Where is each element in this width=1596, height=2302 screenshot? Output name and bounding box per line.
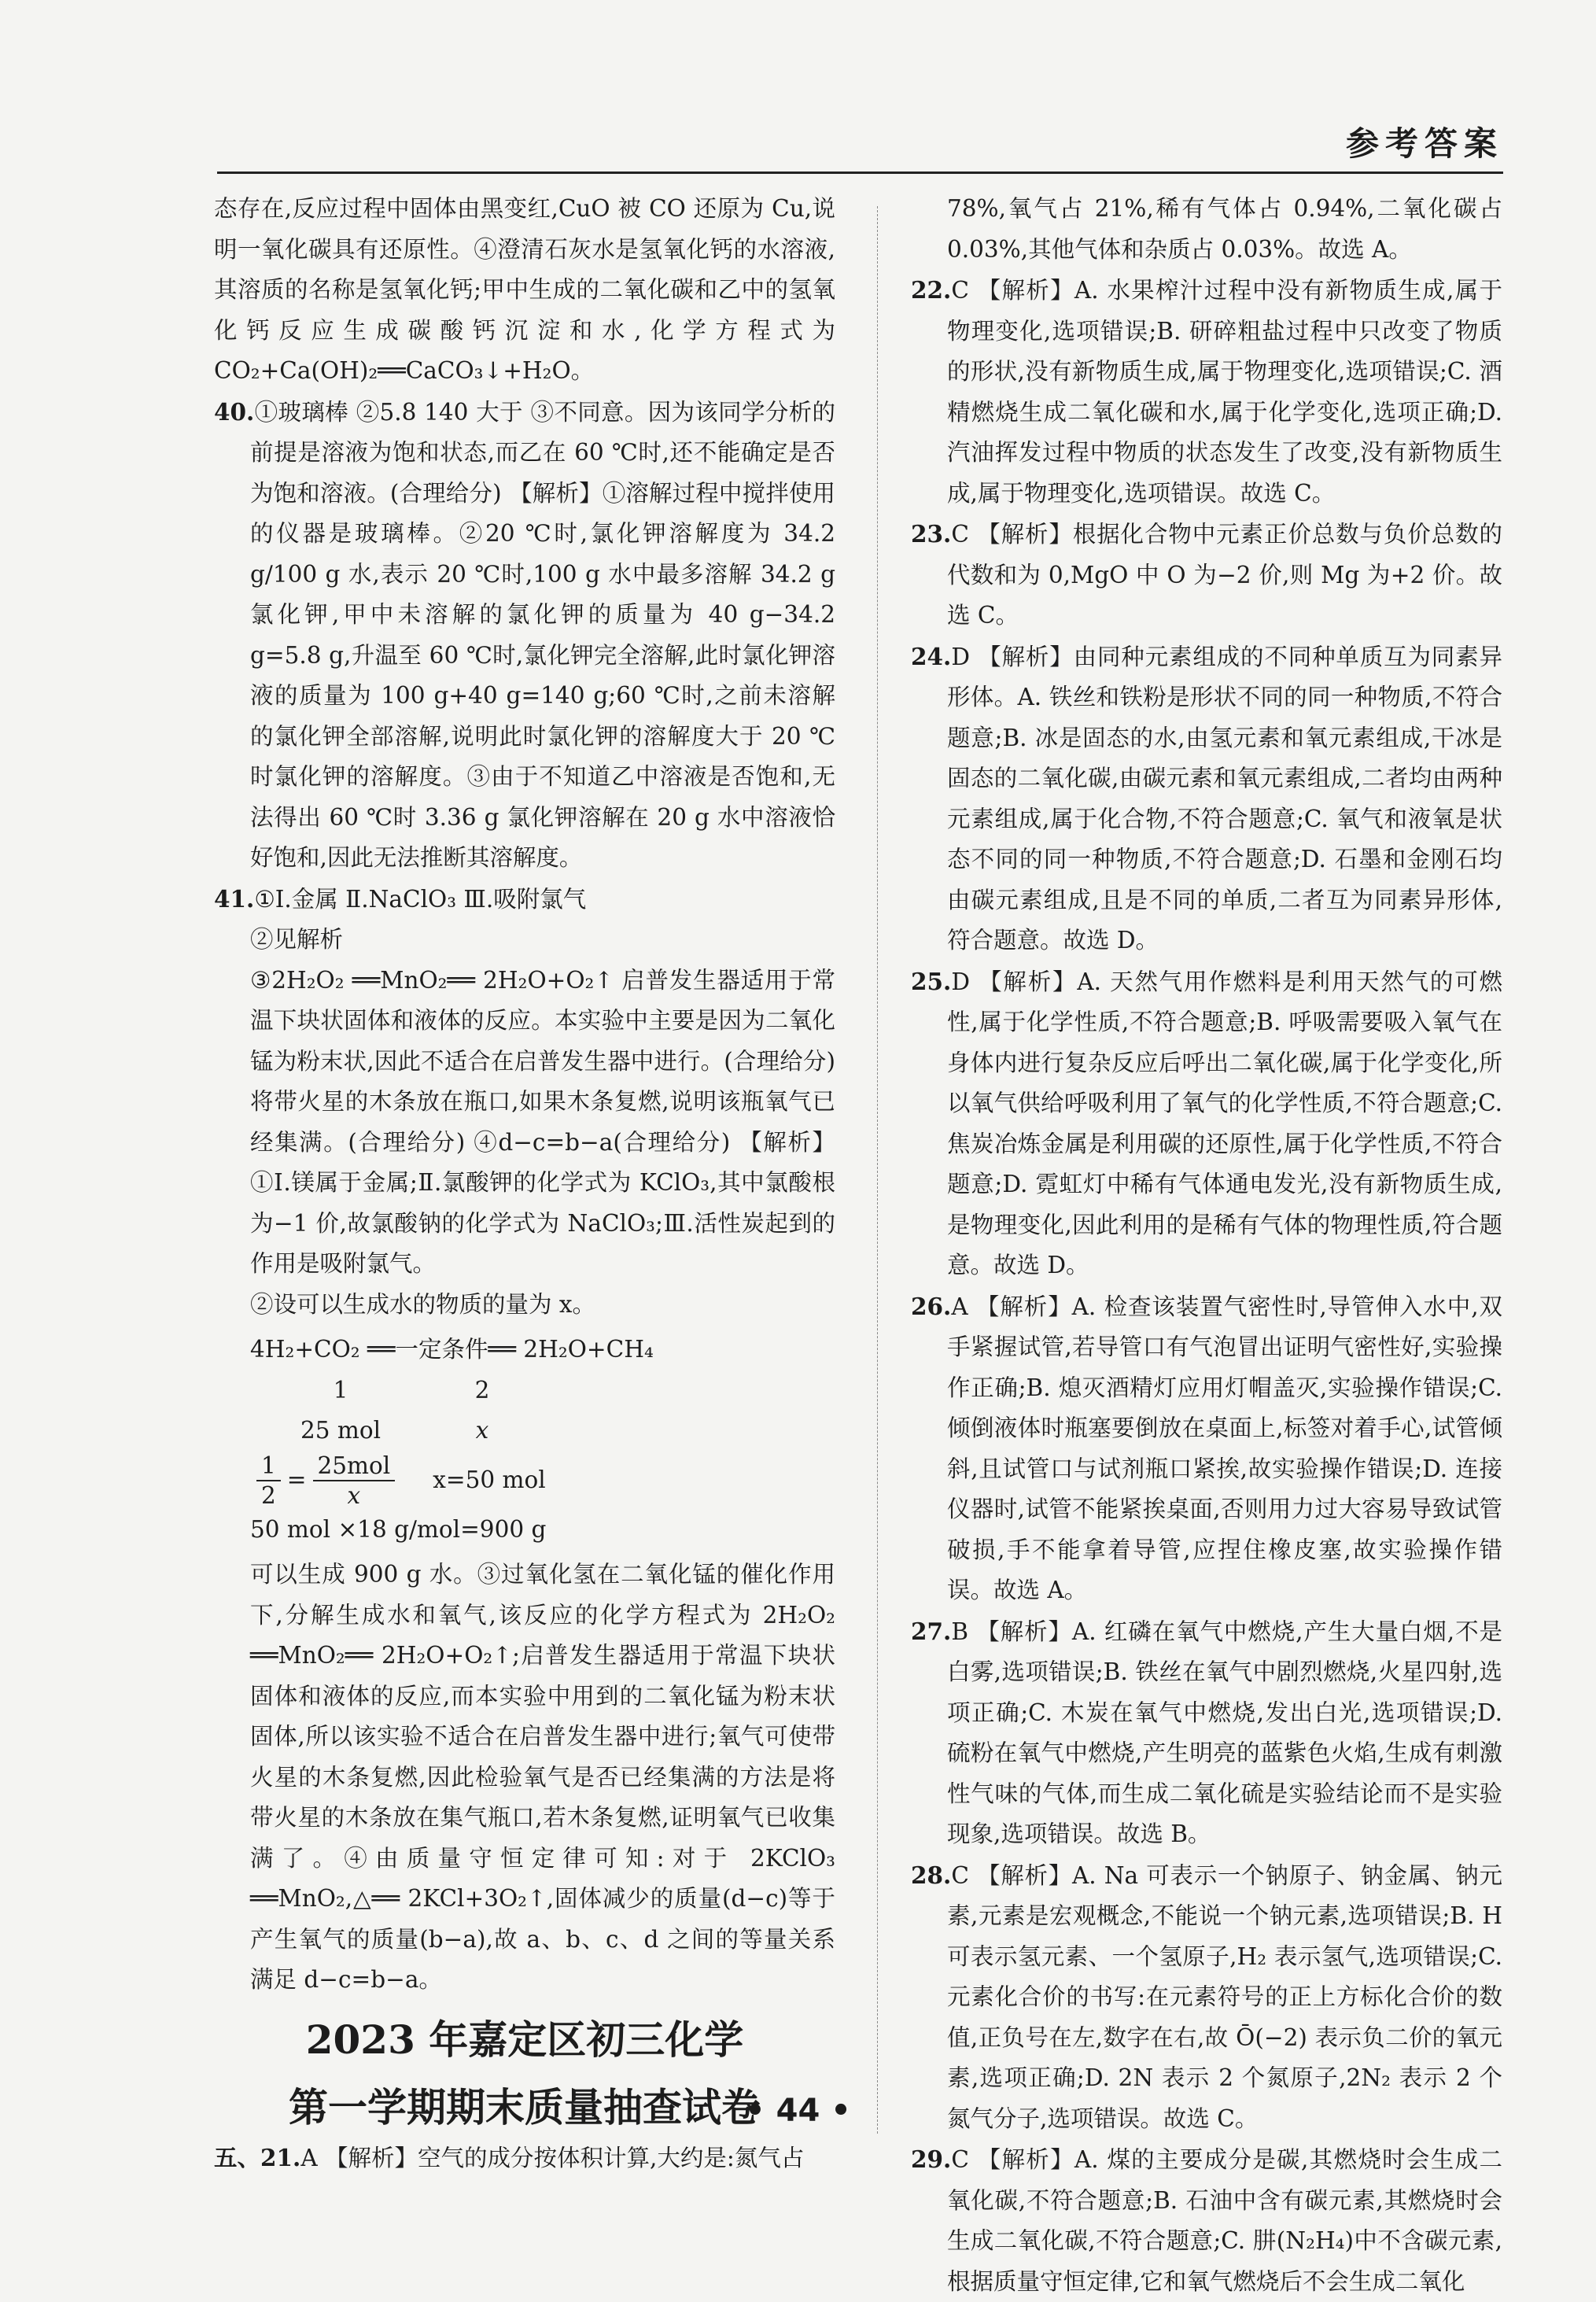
answer-41 [214,879,835,920]
question-number: 41. [214,884,255,913]
right-column [911,189,1502,2302]
chemical-equation: 4H₂+CO₂ ══一定条件══ 2H₂O+CH₄ [250,1336,654,1363]
header-rule [217,172,1503,174]
question-number: 25. [911,967,952,995]
answer-41-line2: ②见解析 [250,926,344,953]
answer-text: D 【解析】A. 天然气用作燃料是利用天然气的可燃性,属于化学性质,不符合题意;B. 呼吸需要吸入氧气在身体内进行复杂反应后呼出二氧化碳,属于化学变化,所以氧气供给呼吸利用了氧气的化学性质,不符合题意;C. 焦炭冶炼金属是利用碳的还原性,属于化学性质,不符合题意;D. 霓虹灯中稀有气体通电发光,没有新物质生成,是物理变化,因此利用的是稀有气体的物理性质,符合题意。故选 D。 [947,968,1502,1278]
fraction-left [256,1452,281,1510]
fraction-denominator: x [347,1481,361,1509]
answer-text: C 【解析】根据化合物中元素正价总数与负价总数的代数和为 0,MgO 中 O 为−2 价,则 Mg 为+2 价。故选 C。 [947,521,1502,629]
question-number: 26. [911,1292,952,1320]
column-divider [877,206,878,2134]
proportion-line [250,1452,835,1510]
answer-21 [214,2138,835,2179]
question-number: 40. [214,397,255,426]
question-number: 五、21. [214,2143,301,2171]
answer-list [911,270,1502,2302]
question-number: 27. [911,1617,952,1645]
question-number: 29. [911,2145,952,2173]
question-number: 28. [911,1861,952,1889]
answer-41-text: ③2H₂O₂ ══MnO₂══ 2H₂O+O₂↑ 启普发生器适用于常温下块状固体和液体的反应。本实验中主要是因为二氧化锰为粉末状,因此不适合在启普发生器中进行。(合理给分) 将带火星的木条放在瓶口,如果木条复燃,说明该瓶氧气已经集满。(合理给分) ④d−c=b−a(合理给分) 【解析】①Ⅰ.镁属于金属;Ⅱ.氯酸钾的化学式为 KClO₃,其中氯酸根为−1 价,故氯酸钠的化学式为 NaClO₃;Ⅲ.活性炭起到的作用是吸附氯气。 [250,966,835,1277]
equation-block [214,1330,835,1550]
answer-item [911,636,1502,961]
fraction-result: x=50 mol [433,1466,546,1493]
answer-text: A 【解析】A. 检查该装置气密性时,导管伸入水中,双手紧握试管,若导管口有气泡冒出证明气密性好,实验操作正确;B. 熄灭酒精灯应用灯帽盖灭,实验操作错误;C. 倾倒液体时瓶塞要倒放在桌面上,标签对着手心,试管倾斜,且试管口与试剂瓶口紧挨,故实验操作错误;D. 连接仪器时,试管不能紧挨桌面,否则用力过大容易导致试管破损,手不能拿着导管,应捏住橡皮塞,故实验操作错误。故选 A。 [947,1293,1502,1603]
page-header-title: 参考答案 [1345,124,1503,163]
equation-values [250,1411,835,1452]
section-title-line-1: 2023 年嘉定区初三化学 [305,2016,744,2063]
answer-item [911,2139,1502,2302]
answer-item [911,270,1502,514]
answer-text: C 【解析】A. 水果榨汁过程中没有新物质生成,属于物理变化,选项错误;B. 研碎粗盐过程中只改变了物质的形状,没有新物质生成,属于物理变化,选项错误;C. 酒精燃烧生成二氧化碳和水,属于化学变化,选项正确;D. 汽油挥发过程中物质的状态发生了改变,没有新物质生成,属于物理变化,选项错误。故选 C。 [947,277,1502,507]
equals-sign: = [286,1466,307,1493]
fraction-numerator: 25mol [313,1452,396,1481]
answer-text: B 【解析】A. 红磷在氧气中燃烧,产生大量白烟,不是白雾,选项错误;B. 铁丝在氧气中剧烈燃烧,火星四射,选项正确;C. 木炭在氧气中燃烧,发出白光,选项错误;D. 硫粉在氧气中燃烧,产生明亮的蓝紫色火焰,生成有刺激性气味的气体,而生成二氧化硫是实验结论而不是实验现象,选项错误。故选 B。 [947,1618,1502,1847]
answer-item [911,514,1502,636]
answer-item [911,1286,1502,1611]
answer-21-continued: 78%,氧气占 21%,稀有气体占 0.94%,二氧化碳占 0.03%,其他气体和杂质占 0.03%。故选 A。 [947,195,1502,263]
answer-41-set: ②设可以生成水的物质的量为 x。 [250,1290,596,1318]
answer-item [911,1611,1502,1855]
answer-text: ①玻璃棒 ②5.8 140 大于 ③不同意。因为该同学分析的前提是溶液为饱和状态,而乙在 60 ℃时,还不能确定是否为饱和溶液。(合理给分) 【解析】①溶解过程中搅拌使用的仪器是玻璃棒。②20 ℃时,氯化钾溶解度为 34.2 g/100 g 水,表示 20 ℃时,100 g 水中最多溶解 34.2 g 氯化钾,甲中未溶解的氯化钾的质量为 40 g−34.2 g=5.8 g,升温至 60 ℃时,氯化钾完全溶解,此时氯化钾溶液的质量为 100 g+40 g=140 g;60 ℃时,之前未溶解的氯化钾全部溶解,说明此时氯化钾的溶解度大于 20 ℃时氯化钾的溶解度。③由于不知道乙中溶液是否饱和,无法得出 60 ℃时 3.36 g 氯化钾溶解在 20 g 水中溶液恰好饱和,因此无法推断其溶解度。 [250,398,835,871]
mass-calculation: 50 mol ×18 g/mol=900 g [250,1515,547,1543]
fraction-numerator: 1 [256,1452,281,1481]
question-number: 22. [911,276,952,304]
left-column [214,189,835,2178]
question-number: 23. [911,520,952,548]
answer-text: ①Ⅰ.金属 Ⅱ.NaClO₃ Ⅲ.吸附氯气 [254,885,587,913]
answer-text: C 【解析】A. Na 可表示一个钠原子、钠金属、钠元素,元素是宏观概念,不能说一个钠元素,选项错误;B. H 可表示氢元素、一个氢原子,H₂ 表示氢气,选项错误;C. 元素化合价的书写:在元素符号的正上方标化合价的数值,正负号在左,数字在右,故 Ō(−2) 表示负二价的氧元素,选项正确;D. 2N 表示 2 个氮原子,2N₂ 表示 2 个氮气分子,选项错误。故选 C。 [947,1861,1502,2132]
coef-1: 1 [333,1376,348,1404]
answer-text: A 【解析】空气的成分按体积计算,大约是:氮气占 [300,2144,805,2171]
value-1: 25 mol [300,1417,381,1444]
answer-41-tail: 可以生成 900 g 水。③过氧化氢在二氧化锰的催化作用下,分解生成水和氧气,该反应的化学方程式为 2H₂O₂ ══MnO₂══ 2H₂O+O₂↑;启普发生器适用于常温下块状固体和液体的反应,而本实验中用到的二氧化锰为粉末状固体,所以该实验不适合在启普发生器中进行;氧气可使带火星的木条复燃,因此检验氧气是否已经集满的方法是将带火星的木条放在集气瓶口,若木条复燃,证明氧气已收集满了。④由质量守恒定律可知:对于 2KClO₃ ══MnO₂,△══ 2KCl+3O₂↑,固体减少的质量(d−c)等于产生氧气的质量(b−a),故 a、b、c、d 之间的等量关系满足 d−c=b−a。 [250,1561,835,1993]
fraction-denominator: 2 [261,1481,276,1509]
value-2: x [475,1417,489,1444]
question-number: 24. [911,642,952,670]
answer-item [911,961,1502,1286]
answer-text: C 【解析】A. 煤的主要成分是碳,其燃烧时会生成二氧化碳,不符合题意;B. 石油中含有碳元素,其燃烧时会生成二氧化碳,不符合题意;C. 肼(N₂H₄)中不含碳元素,根据质量守恒定律,它和氧气燃烧后不会生成二氧化 [947,2146,1502,2295]
fraction-right [313,1452,396,1510]
section-title-line-2: 第一学期期末质量抽查试卷 [289,2083,761,2130]
answer-text: D 【解析】由同种元素组成的不同种单质互为同素异形体。A. 铁丝和铁粉是形状不同的同一种物质,不符合题意;B. 冰是固态的水,由氢元素和氧元素组成,干冰是固态的二氧化碳,由碳元素和氧元素组成,二者均由两种元素组成,属于化合物,不符合题意;C. 氧气和液氧是状态不同的同一种物质,不符合题意;D. 石墨和金刚石均由碳元素组成,且是不同的单质,二者互为同素异形体,符合题意。故选 D。 [947,643,1502,954]
answer-40 [214,392,835,879]
equation-coefficients [250,1371,835,1411]
page-number: • 44 • [745,2093,851,2129]
left-intro: 态存在,反应过程中固体由黑变红,CuO 被 CO 还原为 Cu,说明一氧化碳具有还原性。④澄清石灰水是氢氧化钙的水溶液,其溶质的名称是氢氧化钙;甲中生成的二氧化碳和乙中的氢氧化钙反应生成碳酸钙沉淀和水,化学方程式为 CO₂+Ca(OH)₂══CaCO₃↓+H₂O。 [214,195,835,384]
coef-2: 2 [474,1376,490,1404]
